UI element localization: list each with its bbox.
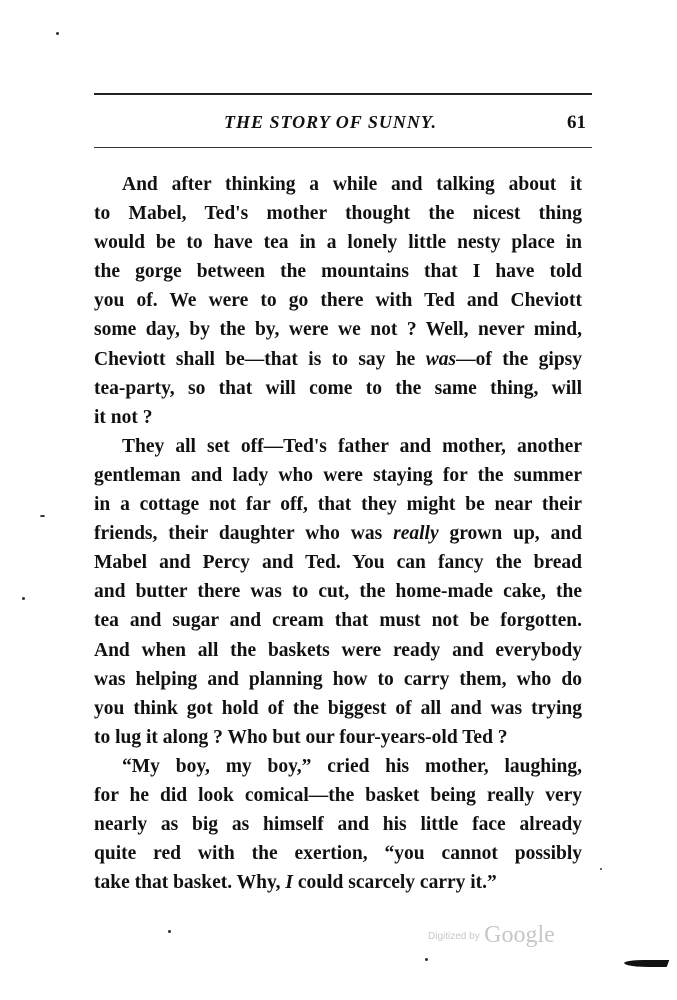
scan-mark: [623, 960, 670, 967]
scan-speck: [600, 868, 602, 870]
text-line: Cheviott shall be—that is to say he was—of the gipsy: [94, 348, 583, 370]
header-rule-top: [94, 93, 592, 95]
text-line: you of. We were to go there with Ted and Cheviott: [94, 290, 582, 312]
text-line: friends, their daughter who was really grown up, and: [94, 523, 582, 545]
watermark-prefix: Digitized by: [428, 931, 480, 942]
header-rule-bottom: [94, 147, 592, 148]
text-line: to Mabel, Ted's mother thought the nicest thing: [94, 203, 582, 225]
text-line: Mabel and Percy and Ted. You can fancy the bread: [94, 552, 582, 574]
text-line: quite red with the exertion, “you cannot possibly: [94, 843, 582, 865]
text-line: And when all the baskets were ready and everybody: [94, 639, 582, 661]
text-line: was helping and planning how to carry them, who do: [94, 668, 582, 690]
text-line: in a cottage not far off, that they might be near their: [94, 494, 582, 516]
text-line: to lug it along ? Who but our four-years-old Ted ?: [94, 726, 508, 748]
watermark-brand: Google: [484, 922, 555, 948]
digitized-watermark: [428, 922, 555, 949]
text-line: “My boy, my boy,” cried his mother, laughing,: [122, 755, 582, 777]
text-line: and butter there was to cut, the home-made cake, the: [94, 581, 582, 603]
text-line: some day, by the by, were we not ? Well, never mind,: [94, 319, 582, 341]
scan-speck: [168, 930, 171, 933]
page-number: 61: [567, 112, 586, 133]
scan-speck: [22, 597, 25, 600]
text-line: it not ?: [94, 406, 153, 428]
text-line: And after thinking a while and talking about it: [122, 174, 582, 195]
text-line: gentleman and lady who were staying for the summer: [94, 464, 582, 486]
text-line: for he did look comical—the basket being really very: [94, 784, 582, 806]
scan-speck: [56, 32, 59, 35]
text-line: take that basket. Why, I could scarcely carry it.”: [94, 872, 497, 894]
text-line: tea and sugar and cream that must not be forgotten.: [94, 610, 582, 632]
text-line: They all set off—Ted's father and mother, another: [122, 435, 582, 457]
text-line: tea-party, so that will come to the same thing, will: [94, 377, 582, 399]
text-line: you think got hold of the biggest of all and was trying: [94, 697, 582, 719]
scan-speck: [425, 958, 428, 961]
running-head: [94, 112, 592, 136]
running-title: THE STORY OF SUNNY.: [224, 112, 438, 132]
scan-speck: [40, 515, 45, 517]
text-line: nearly as big as himself and his little face already: [94, 814, 582, 836]
text-line: the gorge between the mountains that I have told: [94, 261, 582, 283]
body-text: [94, 170, 582, 897]
text-line: would be to have tea in a lonely little nesty place in: [94, 232, 582, 254]
